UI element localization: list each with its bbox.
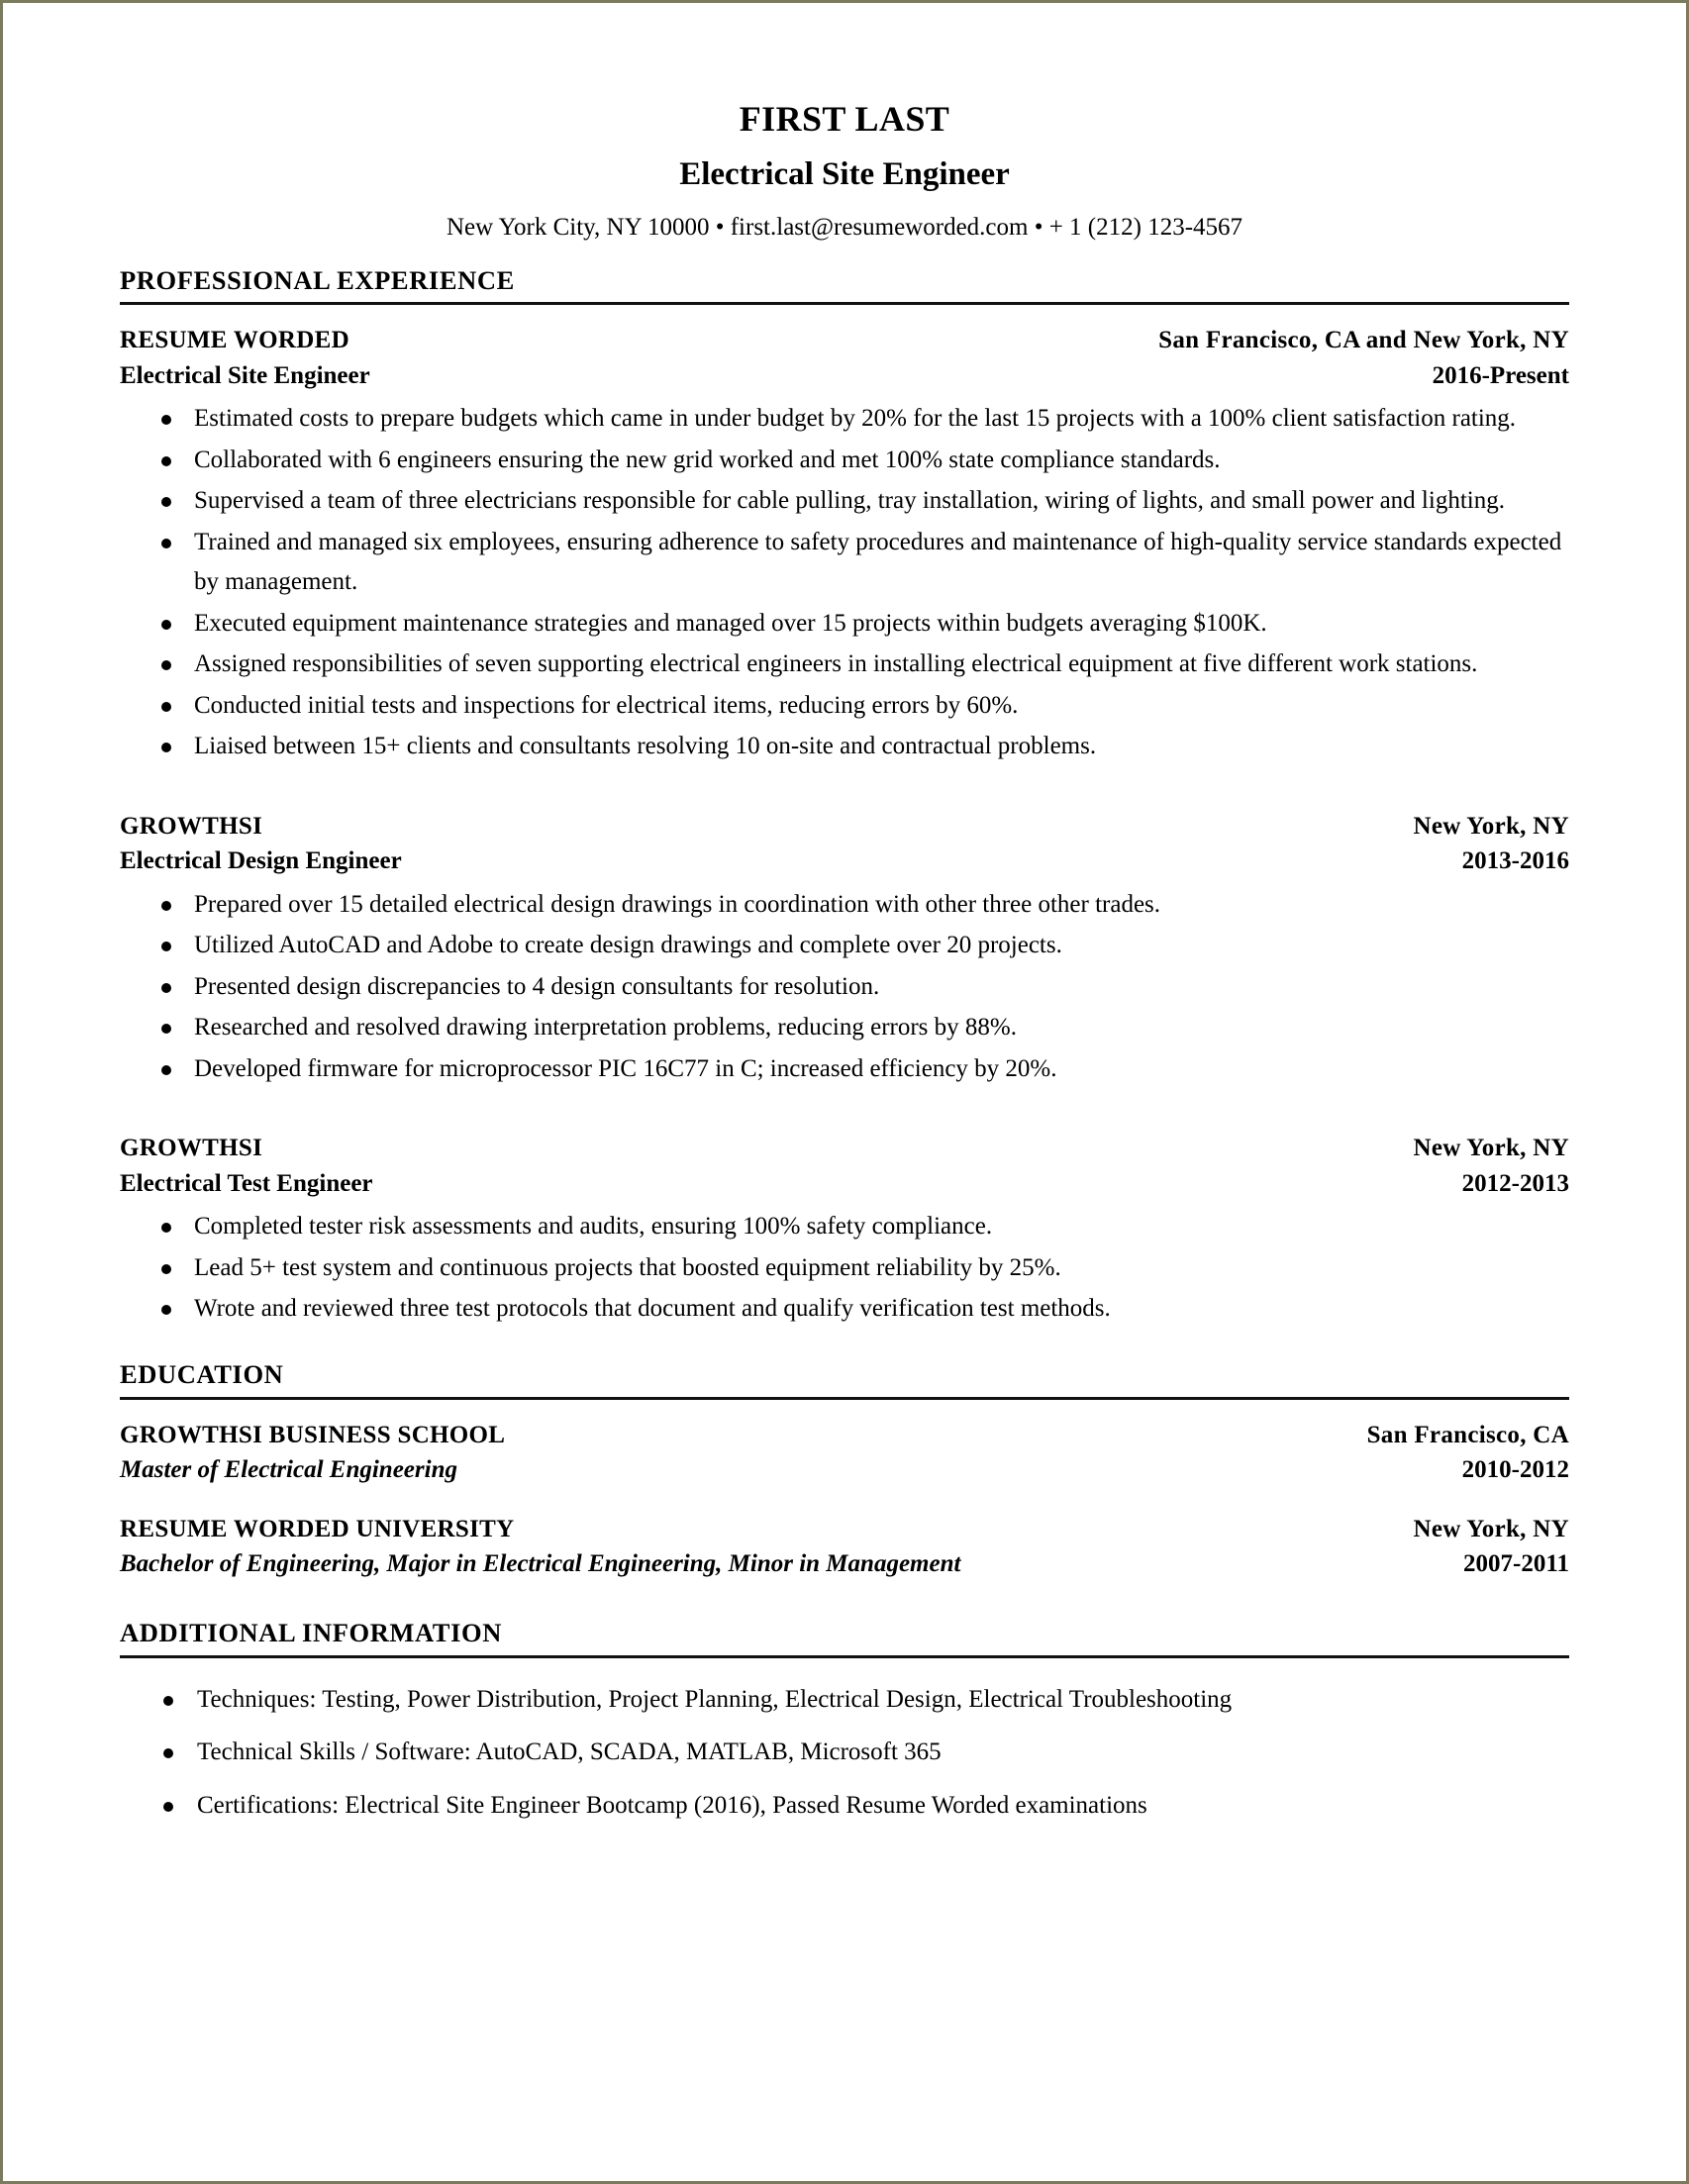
section-heading-additional: ADDITIONAL INFORMATION <box>120 1618 1569 1658</box>
bullet-item: Presented design discrepancies to 4 design consultants for resolution. <box>120 967 1569 1008</box>
resume-sheet <box>3 3 1686 2181</box>
company-location: New York, NY <box>1413 812 1569 840</box>
experience-entry <box>120 323 1569 767</box>
experience-role-row <box>120 358 1569 394</box>
degree-name: Master of Electrical Engineering <box>120 1456 457 1484</box>
company-name: GROWTHSI <box>120 1135 263 1162</box>
education-school-row <box>120 1512 1569 1547</box>
company-name: RESUME WORDED <box>120 327 349 354</box>
bullet-item: Completed tester risk assessments and audits, ensuring 100% safety compliance. <box>120 1207 1569 1247</box>
bullet-item: Supervised a team of three electricians responsible for cable pulling, tray installation, wiring of lights, and small power and lighting. <box>120 481 1569 522</box>
bullet-item: Technical Skills / Software: AutoCAD, SCADA, MATLAB, Microsoft 365 <box>120 1733 1569 1773</box>
experience-company-row <box>120 809 1569 844</box>
bullet-item: Certifications: Electrical Site Engineer Bootcamp (2016), Passed Resume Worded examinations <box>120 1786 1569 1827</box>
section-professional-experience <box>120 265 1569 1330</box>
bullet-item: Wrote and reviewed three test protocols that document and qualify verification test methods. <box>120 1289 1569 1330</box>
school-location: San Francisco, CA <box>1366 1421 1569 1448</box>
contact-line: New York City, NY 10000 • first.last@resumeworded.com • + 1 (212) 123-4567 <box>446 214 1243 242</box>
school-location: New York, NY <box>1413 1515 1569 1542</box>
bullet-item: Executed equipment maintenance strategies and managed over 15 projects within budgets averaging $100K. <box>120 604 1569 645</box>
degree-dates: 2010-2012 <box>1461 1456 1569 1484</box>
bullet-item: Researched and resolved drawing interpretation problems, reducing errors by 88%. <box>120 1008 1569 1048</box>
bullet-item: Trained and managed six employees, ensuring adherence to safety procedures and maintenance of high-quality service standards expected by management. <box>120 523 1569 603</box>
school-name: RESUME WORDED UNIVERSITY <box>120 1515 515 1542</box>
company-name: GROWTHSI <box>120 812 263 840</box>
bullet-item: Assigned responsibilities of seven supporting electrical engineers in installing electrical equipment at five different work stations. <box>120 645 1569 685</box>
experience-bullet-list <box>120 399 1569 767</box>
candidate-job-title: Electrical Site Engineer <box>679 156 1010 193</box>
education-entry <box>120 1418 1569 1488</box>
experience-bullet-list <box>120 1207 1569 1330</box>
bullet-item: Conducted initial tests and inspections for electrical items, reducing errors by 60%. <box>120 686 1569 727</box>
bullet-item: Collaborated with 6 engineers ensuring the new grid worked and met 100% state compliance standards. <box>120 441 1569 481</box>
candidate-name: FIRST LAST <box>739 99 950 139</box>
bullet-item: Estimated costs to prepare budgets which came in under budget by 20% for the last 15 projects with a 100% client satisfaction rating. <box>120 399 1569 440</box>
job-dates: 2013-2016 <box>1461 847 1569 875</box>
bullet-item: Techniques: Testing, Power Distribution, Project Planning, Electrical Design, Electrical Troubleshooting <box>120 1680 1569 1721</box>
bullet-item: Utilized AutoCAD and Adobe to create design drawings and complete over 20 projects. <box>120 926 1569 966</box>
experience-company-row <box>120 323 1569 358</box>
section-heading-education: EDUCATION <box>120 1359 1569 1400</box>
job-role: Electrical Design Engineer <box>120 847 402 875</box>
education-school-row <box>120 1418 1569 1453</box>
experience-company-row <box>120 1131 1569 1166</box>
experience-role-row <box>120 844 1569 879</box>
job-role: Electrical Test Engineer <box>120 1169 373 1197</box>
resume-header <box>120 98 1569 244</box>
experience-role-row <box>120 1166 1569 1202</box>
company-location: San Francisco, CA and New York, NY <box>1158 327 1569 354</box>
experience-entry <box>120 809 1569 1090</box>
experience-entry <box>120 1131 1569 1330</box>
education-degree-row <box>120 1546 1569 1582</box>
company-location: New York, NY <box>1413 1135 1569 1162</box>
experience-bullet-list <box>120 885 1569 1090</box>
bullet-item: Prepared over 15 detailed electrical design drawings in coordination with other three other trades. <box>120 885 1569 926</box>
bullet-item: Developed firmware for microprocessor PIC 16C77 in C; increased efficiency by 20%. <box>120 1049 1569 1090</box>
section-education <box>120 1359 1569 1582</box>
experience-entries <box>120 323 1569 1330</box>
section-additional-information <box>120 1618 1569 1826</box>
bullet-item: Liaised between 15+ clients and consultants resolving 10 on-site and contractual problems. <box>120 727 1569 767</box>
degree-dates: 2007-2011 <box>1463 1550 1569 1578</box>
job-dates: 2012-2013 <box>1461 1169 1569 1197</box>
bullet-item: Lead 5+ test system and continuous projects that boosted equipment reliability by 25%. <box>120 1248 1569 1289</box>
education-degree-row <box>120 1452 1569 1488</box>
education-entry <box>120 1512 1569 1582</box>
degree-name: Bachelor of Engineering, Major in Electrical Engineering, Minor in Management <box>120 1550 961 1578</box>
school-name: GROWTHSI BUSINESS SCHOOL <box>120 1421 506 1448</box>
additional-bullet-list <box>120 1680 1569 1827</box>
section-heading-experience: PROFESSIONAL EXPERIENCE <box>120 265 1569 306</box>
job-role: Electrical Site Engineer <box>120 361 370 389</box>
job-dates: 2016-Present <box>1432 361 1569 389</box>
